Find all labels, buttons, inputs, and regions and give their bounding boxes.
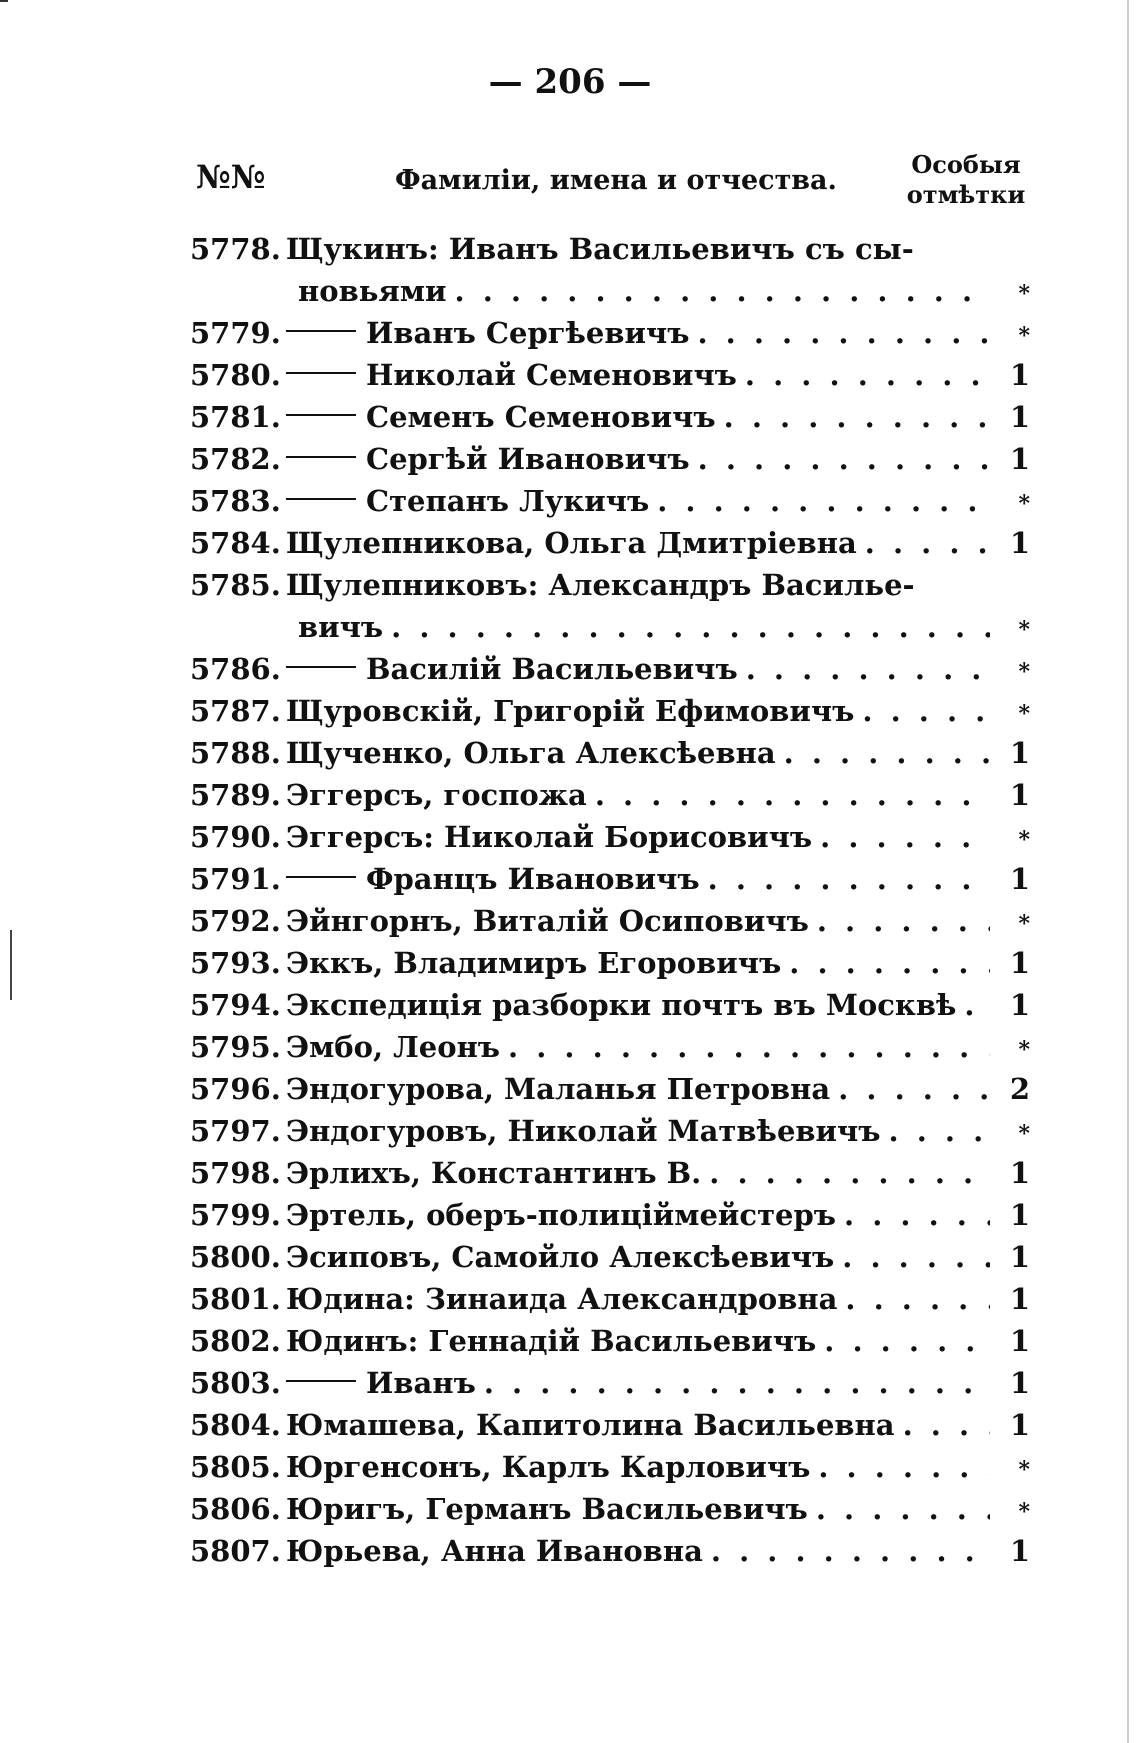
entry-name: Юмашева, Капитолина Васильевна: [286, 1408, 895, 1442]
list-item: [190, 1362, 1030, 1404]
entry-text: [286, 732, 776, 774]
entry-text: [286, 900, 809, 942]
column-header-marks-line2: отмѣтки: [906, 180, 1026, 209]
dot-leader: [737, 354, 990, 396]
entry-mark: *: [1018, 323, 1030, 349]
dot-leader: [476, 1362, 990, 1404]
list-item: [190, 438, 1030, 480]
entry-number: 5796.: [190, 1072, 281, 1106]
dot-leader: [816, 1320, 990, 1362]
entry-number: 5807.: [190, 1534, 281, 1568]
ditto-dash: [286, 330, 356, 332]
entry-mark: 1: [1009, 1324, 1030, 1358]
entry-mark: *: [1018, 1457, 1030, 1483]
entry-name: Эрлихъ, Константинъ В.: [286, 1156, 702, 1190]
dot-leader: [649, 480, 990, 522]
dot-leader: [837, 1278, 990, 1320]
dot-leader: [808, 1488, 990, 1530]
entry-mark: *: [1018, 701, 1030, 727]
page-number: — 206 —: [488, 62, 652, 102]
entry-number: 5788.: [190, 736, 281, 770]
entry-mark: 1: [1009, 988, 1030, 1022]
dot-leader: [830, 1068, 990, 1110]
entry-mark: *: [1018, 1121, 1030, 1147]
list-item: [190, 1320, 1030, 1362]
entry-mark: 1: [1009, 946, 1030, 980]
entry-name: Эггерсъ, госпожа: [286, 778, 587, 812]
entry-name: Эггерсъ: Николай Борисовичъ: [286, 820, 813, 854]
dot-leader: [881, 1110, 990, 1152]
entry-name: Щулепниковъ: Александръ Василье-: [286, 568, 915, 602]
entry-number: 5778.: [190, 232, 281, 266]
entry-name: Эккъ, Владимиръ Егоровичъ: [286, 946, 782, 980]
dot-leader: [500, 1026, 990, 1068]
entry-name: Юрьева, Анна Ивановна: [286, 1534, 703, 1568]
entry-name: Эмбо, Леонъ: [286, 1030, 501, 1064]
entry-name: вичъ: [298, 610, 384, 644]
entry-mark: 1: [1009, 400, 1030, 434]
entry-mark: *: [1018, 827, 1030, 853]
entry-mark: 1: [1009, 1240, 1030, 1274]
list-item: [190, 480, 1030, 522]
list-item: [190, 1278, 1030, 1320]
list-item: [190, 564, 1030, 606]
ditto-dash: [286, 876, 356, 878]
entry-mark: *: [1018, 1037, 1030, 1063]
entry-mark: 1: [1009, 1282, 1030, 1316]
list-item: [190, 1068, 1030, 1110]
entry-mark: 1: [1009, 442, 1030, 476]
list-item: [190, 774, 1030, 816]
entry-mark: 1: [1009, 778, 1030, 812]
list-item: [190, 1110, 1030, 1152]
list-item: [190, 396, 1030, 438]
dot-leader: [689, 312, 990, 354]
entry-text: [286, 1362, 476, 1404]
dot-leader: [690, 438, 990, 480]
entry-text: [286, 690, 854, 732]
list-item: [190, 1152, 1030, 1194]
entry-mark: *: [1018, 281, 1030, 307]
entry-text: [286, 1236, 834, 1278]
entry-number: 5789.: [190, 778, 281, 812]
list-item: [190, 1488, 1030, 1530]
entry-number: 5780.: [190, 358, 281, 392]
entry-name: Василій Васильевичъ: [366, 652, 738, 686]
dot-leader: [738, 648, 990, 690]
entry-number: 5792.: [190, 904, 281, 938]
entry-text: [286, 228, 914, 270]
entry-text: [286, 984, 956, 1026]
entry-mark: 1: [1009, 736, 1030, 770]
dot-leader: [834, 1236, 990, 1278]
entry-mark: 2: [1009, 1072, 1030, 1106]
entry-text: [286, 522, 857, 564]
entry-number: 5787.: [190, 694, 281, 728]
entry-name: Экспедиція разборки почтъ въ Москвѣ: [286, 988, 957, 1022]
ditto-dash: [286, 1380, 356, 1382]
entry-name: Юргенсонъ, Карлъ Карловичъ: [286, 1450, 811, 1484]
entry-mark: 1: [1009, 1366, 1030, 1400]
entry-text: [286, 1320, 816, 1362]
list-item: [190, 732, 1030, 774]
dot-leader: [895, 1404, 990, 1446]
entry-text: [286, 1488, 808, 1530]
entry-mark: *: [1018, 1499, 1030, 1525]
entry-text: [286, 1068, 830, 1110]
list-item: [190, 522, 1030, 564]
dot-leader: [383, 606, 990, 648]
ditto-dash: [286, 666, 356, 668]
entry-text: [286, 1026, 500, 1068]
entry-name: Францъ Ивановичъ: [366, 862, 700, 896]
entry-text: [286, 1194, 836, 1236]
ditto-dash: [286, 414, 356, 416]
entry-number: 5805.: [190, 1450, 281, 1484]
list-item: [190, 354, 1030, 396]
entry-text: [286, 942, 781, 984]
entry-name: Иванъ: [366, 1366, 476, 1400]
entry-mark: 1: [1009, 1408, 1030, 1442]
dot-leader: [812, 816, 990, 858]
entry-number: 5804.: [190, 1408, 281, 1442]
entry-number: 5798.: [190, 1156, 281, 1190]
dot-leader: [781, 942, 990, 984]
entry-number: 5782.: [190, 442, 281, 476]
entry-mark: *: [1018, 491, 1030, 517]
entry-text: [286, 564, 915, 606]
list-item: [190, 312, 1030, 354]
entry-number: 5793.: [190, 946, 281, 980]
column-header-names: Фамиліи, имена и отчества.: [395, 165, 837, 196]
entry-text: [286, 438, 690, 480]
entry-number: 5801.: [190, 1282, 281, 1316]
dot-leader: [587, 774, 990, 816]
entry-number: 5779.: [190, 316, 281, 350]
entry-mark: 1: [1009, 1156, 1030, 1190]
entry-name: Щулепникова, Ольга Дмитріевна: [286, 526, 857, 560]
entry-mark: *: [1018, 911, 1030, 937]
entry-name: Юдина: Зинаида Александровна: [286, 1282, 838, 1316]
ditto-dash: [286, 498, 356, 500]
entries-list: [190, 228, 1030, 1572]
list-item: [190, 1194, 1030, 1236]
entry-text: [286, 1278, 837, 1320]
entry-text: [286, 354, 737, 396]
dot-leader: [836, 1194, 990, 1236]
entry-text: [286, 1404, 895, 1446]
entry-name: Сергѣй Ивановичъ: [366, 442, 690, 476]
entry-text: [286, 1530, 703, 1572]
entry-name: Юдинъ: Геннадій Васильевичъ: [286, 1324, 817, 1358]
entry-mark: 1: [1009, 862, 1030, 896]
list-item: [190, 1026, 1030, 1068]
list-item: [190, 648, 1030, 690]
ditto-dash: [286, 372, 356, 374]
list-item: [190, 606, 1030, 648]
list-item: [190, 1236, 1030, 1278]
entry-name: новьями: [298, 274, 447, 308]
list-item: [190, 858, 1030, 900]
entry-text: [286, 606, 383, 648]
entry-name: Щукинъ: Иванъ Васильевичъ съ сы-: [286, 232, 914, 266]
entry-text: [286, 1446, 810, 1488]
dot-leader: [776, 732, 990, 774]
entry-name: Эйнгорнъ, Виталій Осиповичъ: [286, 904, 809, 938]
column-header-marks-line1: Особыя: [911, 150, 1021, 179]
scan-edge-line: [1127, 0, 1129, 1743]
list-item: [190, 1446, 1030, 1488]
dot-leader: [703, 1530, 990, 1572]
scan-corner-mark: [0, 0, 8, 2]
entry-name: Николай Семеновичъ: [366, 358, 737, 392]
column-header-number: №№: [196, 158, 266, 196]
entry-number: 5797.: [190, 1114, 281, 1148]
entry-number: 5783.: [190, 484, 281, 518]
entry-text: [286, 312, 689, 354]
entry-text: [286, 1152, 701, 1194]
list-item: [190, 816, 1030, 858]
entry-number: 5784.: [190, 526, 281, 560]
entry-name: Юригъ, Германъ Васильевичъ: [286, 1492, 808, 1526]
list-item: [190, 270, 1030, 312]
dot-leader: [700, 858, 990, 900]
entry-number: 5791.: [190, 862, 281, 896]
scan-margin-mark: [10, 930, 12, 1000]
entry-number: 5781.: [190, 400, 281, 434]
dot-leader: [447, 270, 990, 312]
entry-mark: *: [1018, 659, 1030, 685]
dot-leader: [701, 1152, 990, 1194]
list-item: [190, 228, 1030, 270]
entry-number: 5785.: [190, 568, 281, 602]
entry-text: [286, 480, 649, 522]
entry-number: 5806.: [190, 1492, 281, 1526]
dot-leader: [854, 690, 990, 732]
entry-name: Эндогуровъ, Николай Матвѣевичъ: [286, 1114, 881, 1148]
entry-text: [286, 858, 700, 900]
list-item: [190, 690, 1030, 732]
entry-name: Эртель, оберъ-полиціймейстеръ: [286, 1198, 837, 1232]
entry-name: Щуровскій, Григорій Ефимовичъ: [286, 694, 855, 728]
dot-leader: [809, 900, 990, 942]
entry-number: 5794.: [190, 988, 281, 1022]
entry-mark: *: [1018, 617, 1030, 643]
list-item: [190, 1404, 1030, 1446]
entry-name: Иванъ Сергѣевичъ: [366, 316, 690, 350]
entry-name: Степанъ Лукичъ: [366, 484, 650, 518]
entry-text: [286, 648, 738, 690]
entry-number: 5803.: [190, 1366, 281, 1400]
entry-text: [286, 816, 812, 858]
entry-number: 5802.: [190, 1324, 281, 1358]
dot-leader: [956, 984, 990, 1026]
entry-mark: 1: [1009, 1198, 1030, 1232]
list-item: [190, 900, 1030, 942]
ditto-dash: [286, 456, 356, 458]
dot-leader: [810, 1446, 990, 1488]
column-header-marks: [896, 150, 1036, 210]
entry-mark: 1: [1009, 526, 1030, 560]
list-item: [190, 984, 1030, 1026]
entry-number: 5799.: [190, 1198, 281, 1232]
list-item: [190, 942, 1030, 984]
entry-text: [286, 396, 716, 438]
entry-number: 5786.: [190, 652, 281, 686]
entry-name: Эндогурова, Маланья Петровна: [286, 1072, 831, 1106]
entry-number: 5795.: [190, 1030, 281, 1064]
entry-mark: 1: [1009, 1534, 1030, 1568]
list-item: [190, 1530, 1030, 1572]
entry-number: 5790.: [190, 820, 281, 854]
entry-name: Семенъ Семеновичъ: [366, 400, 716, 434]
entry-number: 5800.: [190, 1240, 281, 1274]
dot-leader: [716, 396, 990, 438]
entry-mark: 1: [1009, 358, 1030, 392]
dot-leader: [857, 522, 990, 564]
entry-name: Щученко, Ольга Алексѣевна: [286, 736, 776, 770]
entry-name: Эсиповъ, Самойло Алексѣевичъ: [286, 1240, 835, 1274]
entry-text: [286, 1110, 881, 1152]
entry-text: [286, 774, 587, 816]
entry-text: [286, 270, 447, 312]
